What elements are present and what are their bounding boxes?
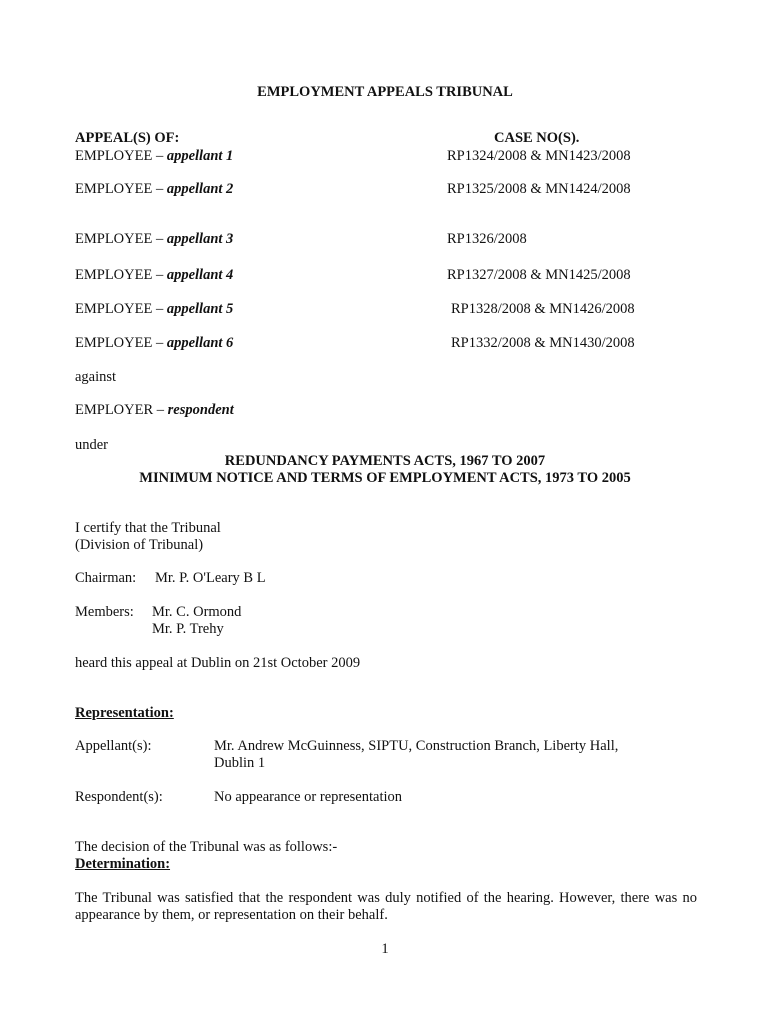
heard-line: heard this appeal at Dublin on 21st October 2009: [75, 655, 361, 671]
appellants-rep-line: Mr. Andrew McGuinness, SIPTU, Construction Branch, Liberty Hall,: [214, 738, 619, 754]
appellant-separator: –: [155, 335, 164, 351]
appellant-separator: –: [155, 231, 164, 247]
certify-line: (Division of Tribunal): [75, 537, 204, 553]
respondent-entry: [75, 402, 234, 419]
appellant-role: appellant 2: [166, 181, 234, 197]
appellant-label: EMPLOYEE: [75, 301, 153, 317]
case-number: RP1332/2008 & MN1430/2008: [451, 335, 635, 351]
appellant-separator: –: [155, 181, 164, 197]
appellant-role: appellant 3: [166, 231, 234, 247]
certify-line: I certify that the Tribunal: [75, 520, 221, 536]
case-number: RP1327/2008 & MN1425/2008: [447, 267, 631, 283]
act-title: REDUNDANCY PAYMENTS ACTS, 1967 TO 2007: [224, 453, 546, 469]
case-number: RP1324/2008 & MN1423/2008: [447, 148, 631, 164]
appellant-entry: [75, 231, 233, 248]
appellant-role: appellant 1: [166, 148, 234, 164]
appellant-label: EMPLOYEE: [75, 181, 153, 197]
page-number: 1: [381, 941, 389, 957]
determination-text: The Tribunal was satisfied that the respondent was duly notified of the hearing. However, there was no appearance by them, or representation on their behalf.: [75, 890, 697, 923]
appellant-label: EMPLOYEE: [75, 148, 153, 164]
appellants-rep-line: Dublin 1: [214, 755, 266, 771]
appellant-role: appellant 6: [166, 335, 234, 351]
appellant-separator: –: [155, 301, 164, 317]
appellant-separator: –: [155, 148, 164, 164]
respondents-rep-value: No appearance or representation: [214, 789, 402, 805]
appellant-entry: [75, 267, 233, 284]
determination-heading: Determination:: [75, 856, 171, 872]
appellants-rep-label: Appellant(s):: [75, 738, 152, 754]
act-title: MINIMUM NOTICE AND TERMS OF EMPLOYMENT ACTS, 1973 TO 2005: [139, 470, 631, 486]
respondent-role: respondent: [167, 402, 234, 418]
appellant-separator: –: [155, 267, 164, 283]
decision-line: The decision of the Tribunal was as follows:-: [75, 839, 338, 855]
chairman-name: Mr. P. O'Leary B L: [155, 570, 266, 586]
appellant-entry: [75, 301, 233, 318]
against-text: against: [75, 369, 117, 385]
respondent-separator: –: [156, 402, 165, 418]
representation-heading: Representation:: [75, 705, 174, 721]
respondents-rep-label: Respondent(s):: [75, 789, 163, 805]
appellant-label: EMPLOYEE: [75, 335, 153, 351]
member-name: Mr. P. Trehy: [152, 621, 224, 637]
appellant-label: EMPLOYEE: [75, 231, 153, 247]
respondent-label: EMPLOYER: [75, 402, 154, 418]
appellant-entry: [75, 181, 233, 198]
appellant-entry: [75, 148, 233, 165]
appeals-header: APPEAL(S) OF:: [75, 130, 180, 146]
case-number: RP1328/2008 & MN1426/2008: [451, 301, 635, 317]
member-name: Mr. C. Ormond: [152, 604, 242, 620]
under-text: under: [75, 437, 109, 453]
chairman-label: Chairman:: [75, 570, 137, 586]
appellant-entry: [75, 335, 233, 352]
appellant-role: appellant 4: [166, 267, 234, 283]
appellant-label: EMPLOYEE: [75, 267, 153, 283]
document-title: EMPLOYMENT APPEALS TRIBUNAL: [257, 84, 513, 100]
members-label: Members:: [75, 604, 134, 620]
case-number: RP1326/2008: [447, 231, 527, 247]
appellant-role: appellant 5: [166, 301, 234, 317]
case-header: CASE NO(S).: [494, 130, 580, 146]
case-number: RP1325/2008 & MN1424/2008: [447, 181, 631, 197]
